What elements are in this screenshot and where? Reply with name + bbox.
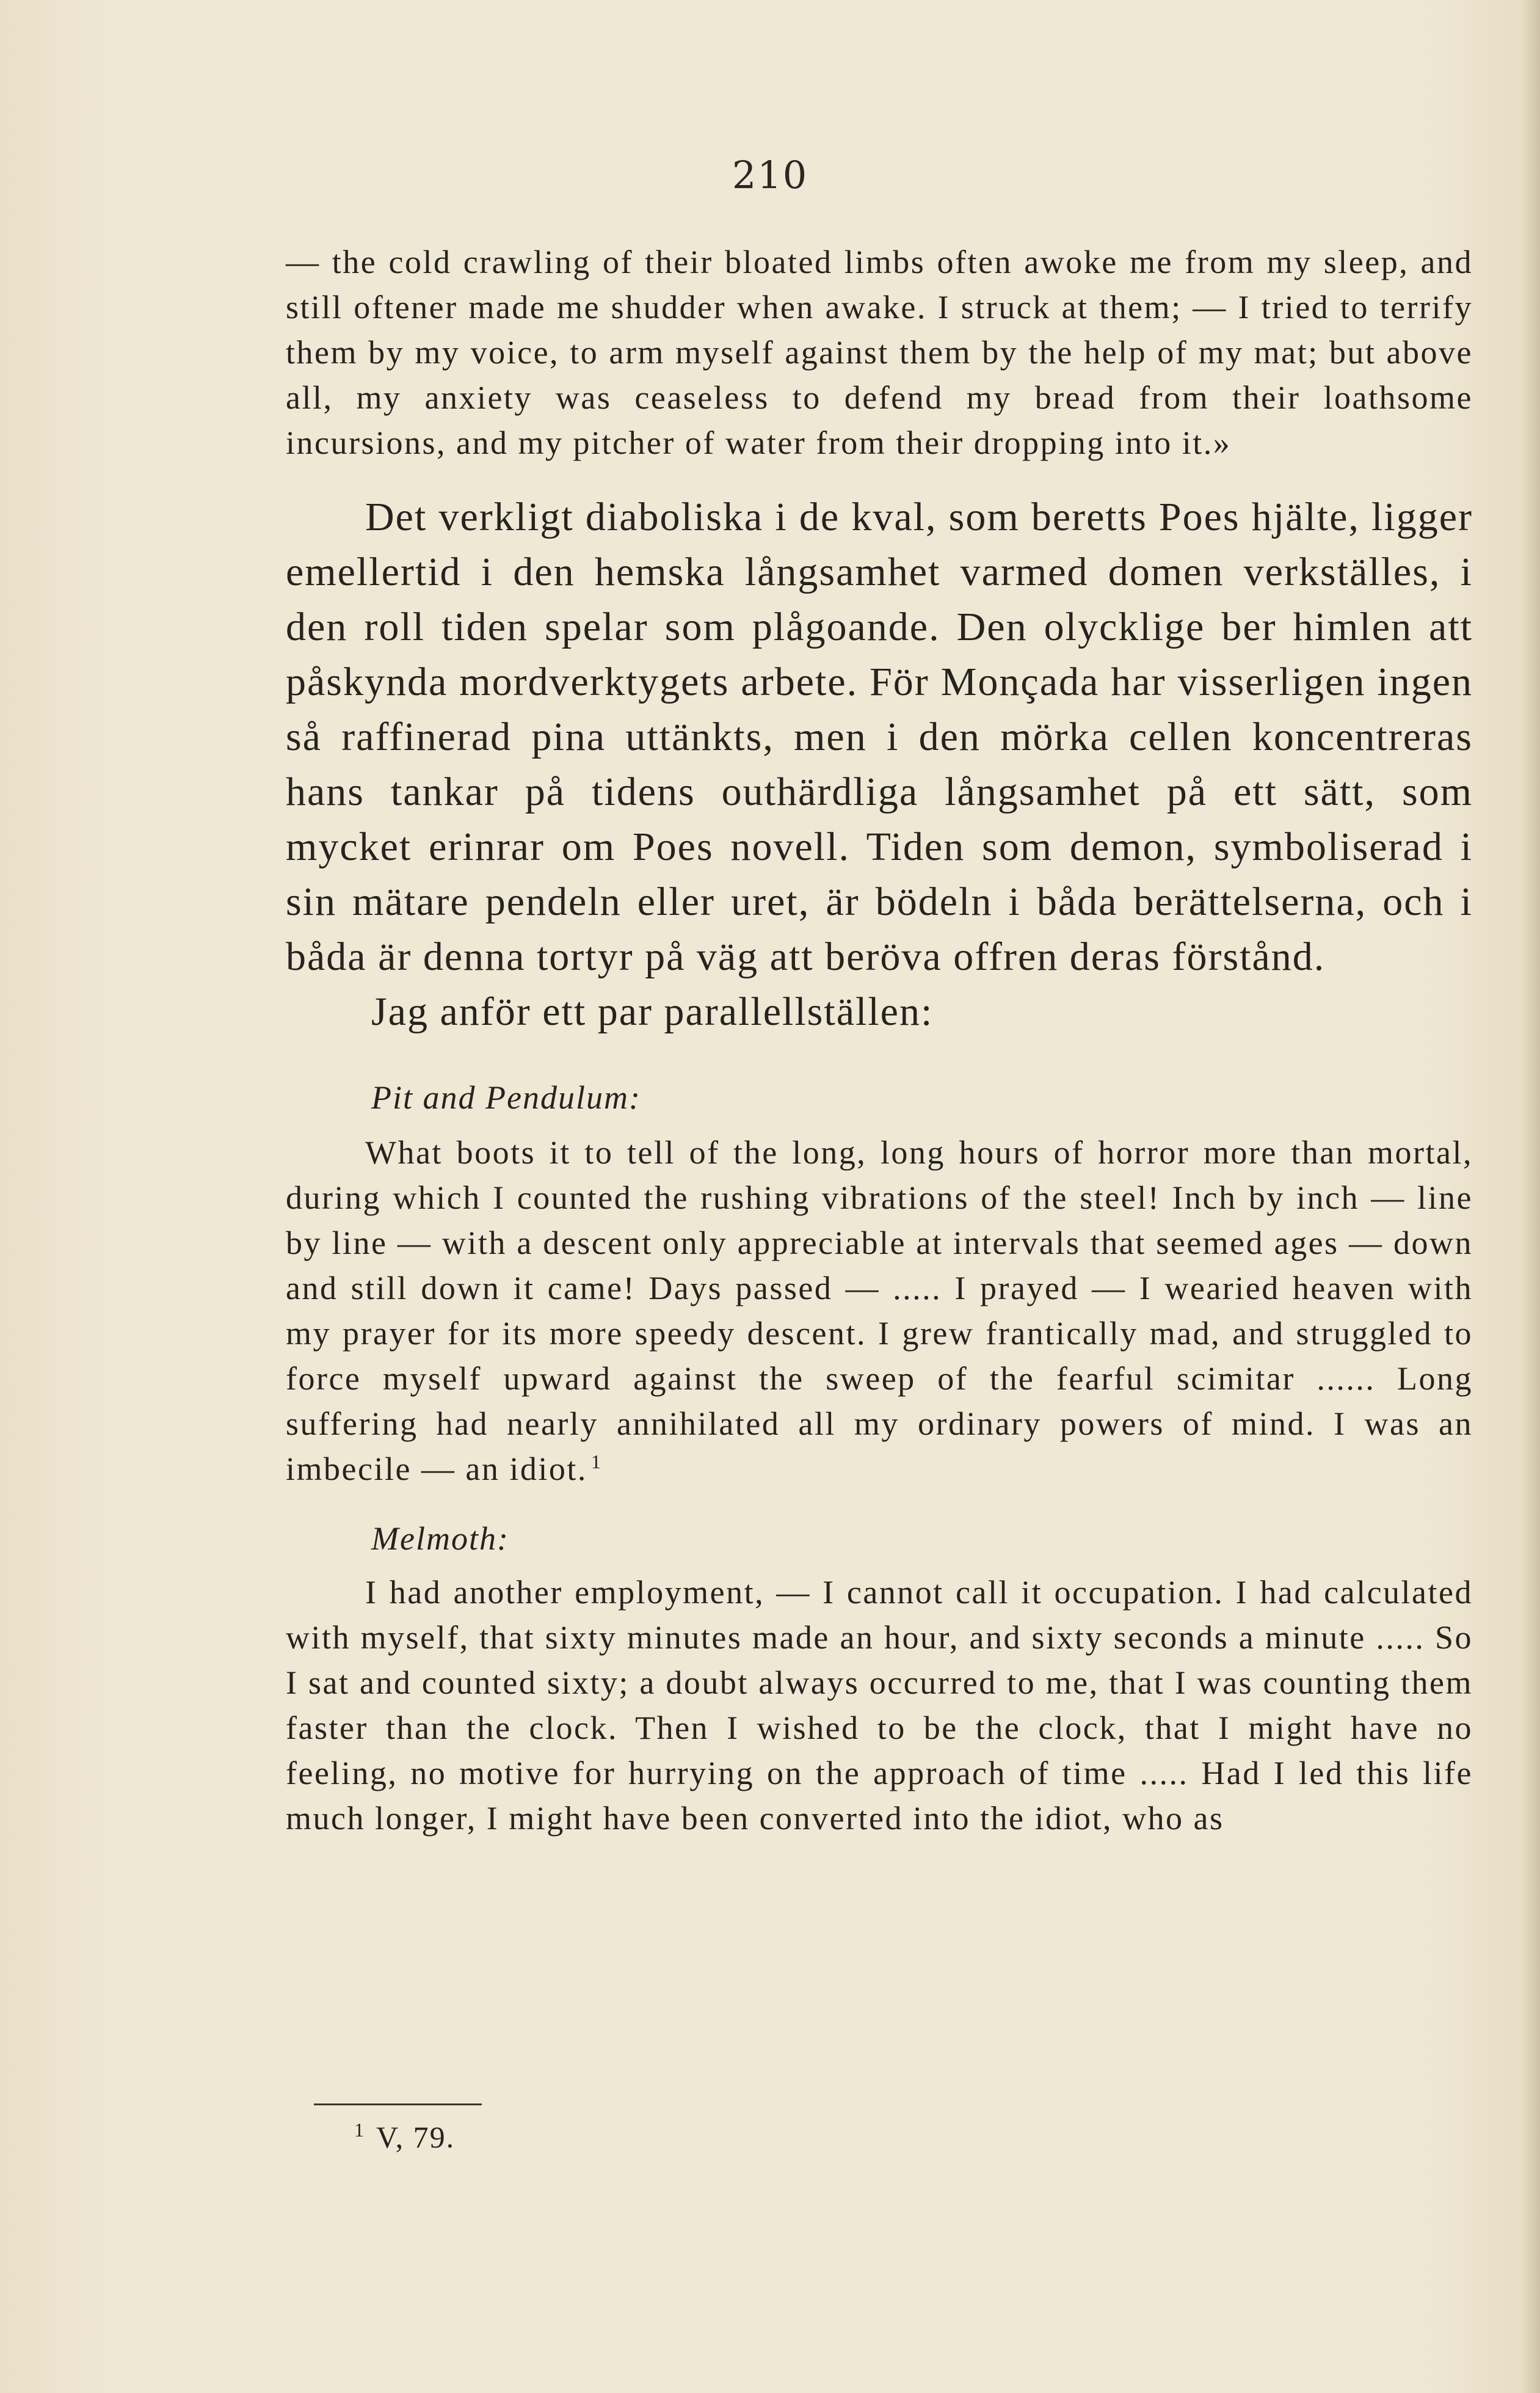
intro-line: Jag anför ett par parallellställen: bbox=[371, 989, 934, 1034]
footnote bbox=[354, 2119, 455, 2155]
opening-quote-paragraph: — the cold crawling of their bloated limbs often awoke me from my sleep, and still oftener made me shudder when awake. I struck at them; — I tried to terrify them by my voice, to arm myself against them by the help of my mat; but above all, my anxiety was ceaseless to defend my bread from their loathsome incursions, and my pitcher of water from their dropping into it.» bbox=[286, 244, 1473, 461]
quote-melmoth: I had another employment, — I cannot call it occupation. I had calculated with myself, that sixty minutes made an hour, and sixty seconds a minute ..... So I sat and counted sixty; a doubt always occurred to me, that I was counting them faster than the clock. Then I wished to be the clock, that I might have no feeling, no motive for hurrying on the approach of time ..... Had I led this life much longer, I might have been converted into the idiot, who as bbox=[286, 1574, 1473, 1837]
section-heading-pit-and-pendulum: Pit and Pendulum: bbox=[371, 1079, 641, 1116]
page-number: 210 bbox=[732, 153, 808, 197]
footnote-mark: 1 bbox=[354, 2119, 365, 2141]
section-heading-melmoth: Melmoth: bbox=[371, 1520, 509, 1557]
footnote-divider bbox=[314, 2103, 482, 2105]
footnote-text: V, 79. bbox=[376, 2120, 456, 2154]
main-paragraph: Det verkligt diaboliska i de kval, som beretts Poes hjälte, ligger emellertid i den hemska långsamhet varmed domen verkställes, i den roll tiden spelar som plågoande. Den olycklige ber himlen att påskynda mordverktygets arbete. För Monçada har visserligen ingen så raffinerad pina uttänkts, men i den mörka cellen koncentreras hans tankar på tidens outhärdliga långsamhet på ett sätt, som mycket erinrar om Poes novell. Tiden som demon, symboliserad i sin mätare pendeln eller uret, är bödeln i båda berättelserna, och i båda är denna tortyr på väg att beröva offren deras förstånd. bbox=[286, 495, 1473, 979]
page-body bbox=[286, 239, 1473, 1841]
footnote-reference: 1 bbox=[590, 1451, 603, 1473]
page-edge-shadow bbox=[1522, 0, 1540, 2393]
quote-pit-and-pendulum bbox=[286, 1130, 1473, 1492]
quote-pit-and-pendulum-text: What boots it to tell of the long, long hours of horror more than mortal, during which I counted the rushing vibrations of the steel! Inch by inch — line by line — with a descent only appreciable at intervals that seemed ages — down and still down it came! Days passed — ..... I prayed — I wearied heaven with my prayer for its more speedy descent. I grew frantically mad, and struggled to force myself upward against the sweep of the fearful scimitar ...... Long suffering had nearly annihilated all my ordinary powers of mind. I was an imbecile — an idiot. bbox=[286, 1134, 1473, 1487]
